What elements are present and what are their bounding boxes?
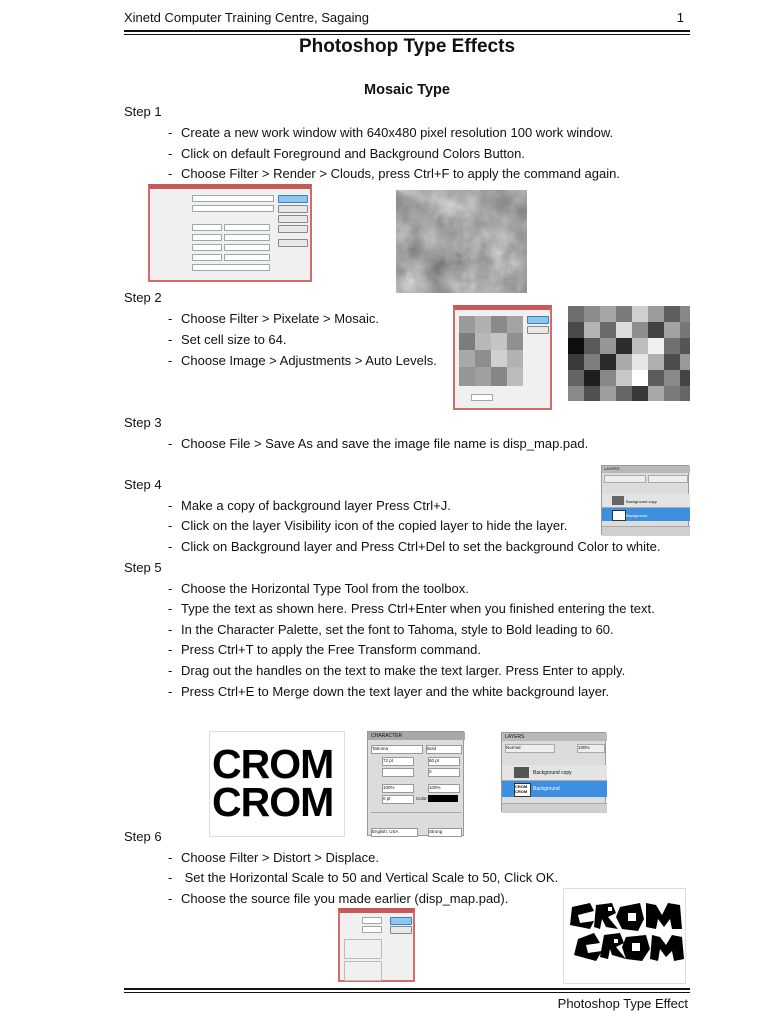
crom-line-1: CROM: [212, 741, 334, 787]
layers-panel-screenshot-2: LAYERS Normal 100% Background copy CROM CROM Background: [501, 732, 606, 812]
footer-text: Photoshop Type Effect: [557, 996, 688, 1011]
list-item: - Choose the Horizontal Type Tool from the toolbox.: [168, 581, 469, 596]
step-label: Step 1: [124, 104, 162, 119]
list-item: - Click on Background layer and Press Ctrl+Del to set the background Color to white.: [168, 539, 661, 554]
displaced-text-result-image: [563, 888, 686, 984]
crom-line-2: CROM: [212, 779, 334, 825]
list-item: - Set the Horizontal Scale to 50 and Vertical Scale to 50, Click OK.: [168, 870, 559, 885]
list-item: - Choose Filter > Render > Clouds, press Ctrl+F to apply the command again.: [168, 166, 620, 181]
list-item: - Click on the layer Visibility icon of the copied layer to hide the layer.: [168, 518, 568, 533]
mosaic-result-image: [568, 306, 690, 401]
list-item: - Drag out the handles on the text to make the text larger. Press Enter to apply.: [168, 663, 626, 678]
crom-text-image: [209, 731, 345, 837]
displace-dialog-screenshot: [338, 908, 415, 982]
list-item: - Press Ctrl+E to Merge down the text layer and the white background layer.: [168, 684, 610, 699]
step-label: Step 3: [124, 415, 162, 430]
page-title: Photoshop Type Effects: [298, 36, 516, 57]
list-item: - Set cell size to 64.: [168, 332, 287, 347]
list-item: - Choose Filter > Distort > Displace.: [168, 850, 379, 865]
header-rule-thin: [124, 34, 690, 35]
list-item: - Press Ctrl+T to apply the Free Transform command.: [168, 642, 481, 657]
page-number: 1: [676, 10, 684, 25]
list-item: - Choose File > Save As and save the image file name is disp_map.pad.: [168, 436, 589, 451]
list-item: - Click on default Foreground and Background Colors Button.: [168, 146, 525, 161]
list-item: - Choose Image > Adjustments > Auto Levels.: [168, 353, 437, 368]
layers-panel-screenshot: LAYERS Background copy Background: [601, 465, 689, 535]
list-item: - Type the text as shown here. Press Ctrl+Enter when you finished entering the text.: [168, 601, 655, 616]
header-org: Xinetd Computer Training Centre, Sagaing: [124, 10, 369, 25]
step-label: Step 5: [124, 560, 162, 575]
list-item: - Make a copy of background layer Press Ctrl+J.: [168, 498, 451, 513]
header-rule: [124, 30, 690, 32]
list-item: - Create a new work window with 640x480 pixel resolution 100 work window.: [168, 125, 614, 140]
list-item: - In the Character Palette, set the font to Tahoma, style to Bold leading to 60.: [168, 622, 614, 637]
footer-rule: [124, 988, 690, 990]
footer-rule-thin: [124, 992, 690, 993]
list-item: - Choose the source file you made earlier (disp_map.pad).: [168, 891, 509, 906]
character-panel-screenshot: CHARACTER Tahoma Bold 72 pt 60 pt 0 100% 100% 0 pt Color: English: USA Strong: [367, 731, 464, 836]
section-title: Mosaic Type: [364, 82, 450, 98]
step-label: Step 6: [124, 829, 162, 844]
step-label: Step 2: [124, 290, 162, 305]
mosaic-dialog-screenshot: [453, 305, 552, 410]
step-label: Step 4: [124, 477, 162, 492]
list-item: - Choose Filter > Pixelate > Mosaic.: [168, 311, 379, 326]
clouds-render-image: [396, 190, 527, 293]
new-document-dialog-screenshot: [148, 184, 312, 282]
